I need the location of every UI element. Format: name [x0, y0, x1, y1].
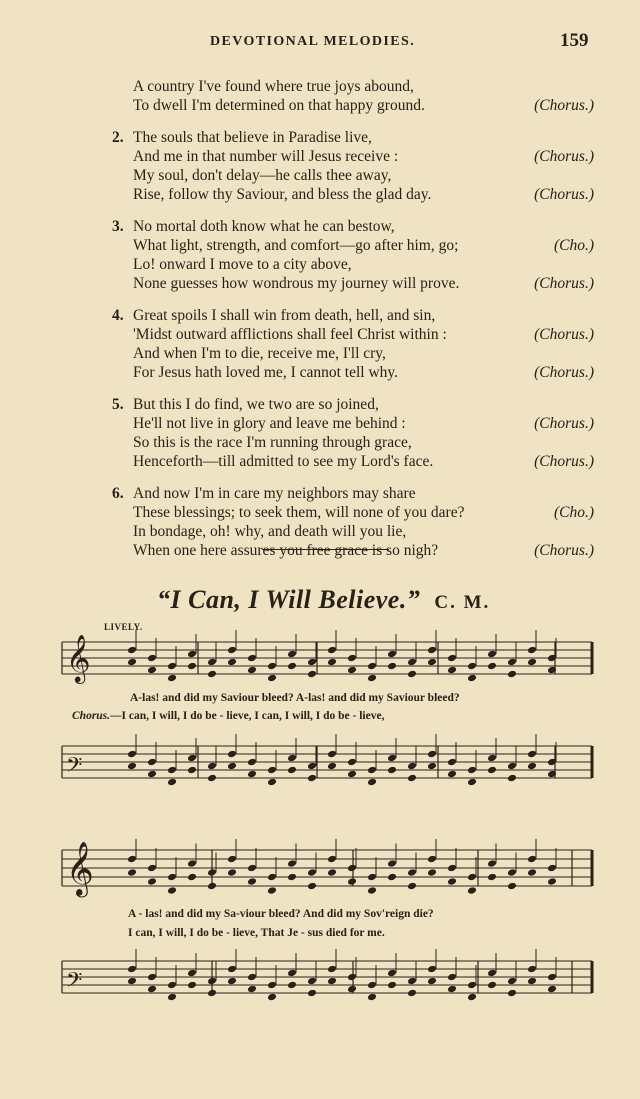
chorus-reference: (Cho.) [553, 237, 594, 254]
note-head [147, 666, 157, 675]
note-head [207, 868, 217, 877]
note-head [247, 666, 257, 675]
note-head [467, 993, 477, 1002]
note-head [327, 868, 337, 877]
note-head [347, 864, 357, 873]
note-head [507, 868, 517, 877]
note-head [487, 873, 497, 882]
note-head [327, 646, 337, 655]
note-head [467, 766, 477, 775]
note-head [147, 973, 157, 982]
note-head [327, 965, 337, 974]
stanza-line [0, 96, 640, 115]
note-head [527, 750, 537, 759]
note-head [367, 873, 377, 882]
note-head [447, 985, 457, 994]
stanza-line [0, 522, 640, 541]
note-head [527, 977, 537, 986]
note-head [527, 868, 537, 877]
note-head [507, 882, 517, 891]
stanza-line [0, 306, 640, 325]
chorus-reference: (Chorus.) [534, 326, 594, 343]
note-head [207, 762, 217, 771]
line-text: When one here assures you free grace is so nigh? [133, 542, 439, 559]
stanza [0, 217, 640, 293]
note-head [427, 855, 437, 864]
note-head [347, 770, 357, 779]
note-head [267, 778, 277, 787]
note-head [447, 877, 457, 886]
note-head [167, 886, 177, 895]
stanza-line [0, 433, 640, 452]
note-head [527, 965, 537, 974]
line-text: Great spoils I shall win from death, hell, and sin, [133, 307, 436, 324]
stanza-line [0, 325, 640, 344]
note-head [167, 674, 177, 683]
chorus-reference: (Chorus.) [534, 364, 594, 381]
note-head [547, 973, 557, 982]
note-head [447, 654, 457, 663]
stanza-line [0, 185, 640, 204]
note-head [147, 770, 157, 779]
note-head [447, 770, 457, 779]
line-text: Rise, follow thy Saviour, and bless the glad day. [133, 186, 432, 203]
note-head [407, 882, 417, 891]
note-head [227, 646, 237, 655]
hymn-stanzas [0, 77, 640, 573]
note-head [487, 969, 497, 978]
note-head [367, 662, 377, 671]
note-head [347, 666, 357, 675]
note-head [367, 981, 377, 990]
stanza-number: 6. [112, 485, 124, 502]
stanza [0, 306, 640, 382]
note-head [267, 873, 277, 882]
note-head [147, 864, 157, 873]
note-head [247, 877, 257, 886]
note-head [507, 977, 517, 986]
note-head [167, 766, 177, 775]
note-head [227, 750, 237, 759]
note-head [547, 864, 557, 873]
note-head [287, 754, 297, 763]
note-head [507, 670, 517, 679]
note-head [367, 766, 377, 775]
line-text: And when I'm to die, receive me, I'll cry, [133, 345, 386, 362]
stanza-number: 4. [112, 307, 124, 324]
stanza-number: 3. [112, 218, 124, 235]
system1-bass-staff [0, 728, 640, 798]
note-head [187, 969, 197, 978]
note-head [367, 886, 377, 895]
note-head [207, 774, 217, 783]
note-head [327, 750, 337, 759]
note-head [307, 762, 317, 771]
note-head [267, 981, 277, 990]
stanza [0, 77, 640, 115]
treble-clef-icon: 𝄞 [66, 842, 94, 896]
bass-clef-icon: 𝄢 [66, 753, 83, 783]
note-head [127, 977, 137, 986]
chorus-label: Chorus. [72, 710, 111, 722]
line-text: None guesses how wondrous my journey will prove. [133, 275, 460, 292]
line-text: Henceforth—till admitted to see my Lord's face. [133, 453, 434, 470]
treble-clef-icon: 𝄞 [66, 633, 91, 682]
chorus-reference: (Chorus.) [534, 453, 594, 470]
note-head [367, 993, 377, 1002]
stanza-line [0, 395, 640, 414]
note-head [167, 981, 177, 990]
system2-bass-staff [0, 945, 640, 1015]
note-head [547, 985, 557, 994]
bass-clef-icon: 𝄢 [66, 968, 83, 998]
stanza-line [0, 77, 640, 96]
note-head [387, 650, 397, 659]
note-head [187, 662, 197, 671]
line-text: Lo! onward I move to a city above, [133, 256, 352, 273]
note-head [467, 873, 477, 882]
stanza-line [0, 344, 640, 363]
note-head [387, 969, 397, 978]
note-head [187, 650, 197, 659]
note-head [327, 977, 337, 986]
line-text: 'Midst outward afflictions shall feel Christ within : [133, 326, 447, 343]
note-head [327, 855, 337, 864]
note-head [127, 658, 137, 667]
note-head [367, 778, 377, 787]
note-head [447, 973, 457, 982]
note-head [407, 658, 417, 667]
song-meter: C. M. [434, 592, 491, 613]
system1-treble-staff [0, 628, 640, 698]
note-head [307, 882, 317, 891]
chorus-reference: (Chorus.) [534, 415, 594, 432]
note-head [207, 989, 217, 998]
stanza [0, 395, 640, 471]
stanza-line [0, 452, 640, 471]
note-head [207, 670, 217, 679]
note-head [127, 868, 137, 877]
note-head [307, 977, 317, 986]
note-head [127, 762, 137, 771]
stanza-line [0, 166, 640, 185]
stanza-line [0, 363, 640, 382]
note-head [307, 868, 317, 877]
note-head [487, 981, 497, 990]
note-head [247, 973, 257, 982]
note-head [167, 993, 177, 1002]
note-head [347, 654, 357, 663]
stanza-number: 2. [112, 129, 124, 146]
running-head: DEVOTIONAL MELODIES. [210, 34, 416, 49]
system2-treble-staff [0, 830, 640, 910]
note-head [167, 873, 177, 882]
note-head [547, 877, 557, 886]
note-head [287, 766, 297, 775]
note-head [127, 750, 137, 759]
note-head [327, 762, 337, 771]
note-head [247, 758, 257, 767]
note-head [527, 762, 537, 771]
note-head [387, 873, 397, 882]
note-head [467, 886, 477, 895]
system2-verse-lyrics: A - las! and did my Sa-viour bleed? And did my Sov'reign die? [128, 908, 434, 920]
line-text: For Jesus hath loved me, I cannot tell why. [133, 364, 399, 381]
note-head [507, 774, 517, 783]
note-head [487, 754, 497, 763]
note-head [127, 646, 137, 655]
system1-verse-lyrics: A-las! and did my Saviour bleed? A-las! and did my Saviour bleed? [130, 692, 460, 704]
note-head [487, 766, 497, 775]
note-head [367, 674, 377, 683]
note-head [227, 965, 237, 974]
note-head [307, 989, 317, 998]
stanza-line [0, 541, 640, 560]
line-text: But this I do find, we two are so joined, [133, 396, 379, 413]
note-head [247, 770, 257, 779]
note-head [507, 658, 517, 667]
note-head [347, 973, 357, 982]
note-head [307, 774, 317, 783]
note-head [267, 993, 277, 1002]
page-number: 159 [560, 30, 589, 51]
system2-chorus-lyrics: I can, I will, I do be - lieve, That Je - sus died for me. [128, 927, 385, 939]
note-head [327, 658, 337, 667]
note-head [287, 981, 297, 990]
note-head [207, 882, 217, 891]
note-head [267, 766, 277, 775]
chorus-reference: (Chorus.) [534, 148, 594, 165]
note-head [467, 674, 477, 683]
stanza-line [0, 503, 640, 522]
note-head [147, 758, 157, 767]
note-head [247, 985, 257, 994]
note-head [527, 855, 537, 864]
chorus-reference: (Chorus.) [534, 186, 594, 203]
note-head [287, 969, 297, 978]
note-head [447, 666, 457, 675]
song-title-text: “I Can, I Will Believe.” [157, 585, 421, 614]
note-head [147, 654, 157, 663]
note-head [447, 758, 457, 767]
note-head [287, 859, 297, 868]
chorus-reference: (Chorus.) [534, 97, 594, 114]
note-head [307, 658, 317, 667]
line-text: He'll not live in glory and leave me behind : [133, 415, 406, 432]
note-head [187, 754, 197, 763]
note-head [167, 662, 177, 671]
chorus-reference: (Cho.) [553, 504, 594, 521]
line-text: So this is the race I'm running through grace, [133, 434, 412, 451]
note-head [127, 855, 137, 864]
note-head [227, 855, 237, 864]
note-head [127, 965, 137, 974]
note-head [267, 662, 277, 671]
note-head [407, 762, 417, 771]
tempo-marking: LIVELY. [104, 622, 143, 632]
note-head [187, 873, 197, 882]
note-head [267, 886, 277, 895]
note-head [427, 646, 437, 655]
note-head [427, 965, 437, 974]
note-head [387, 859, 397, 868]
line-text: And now I'm in care my neighbors may share [133, 485, 416, 502]
note-head [447, 864, 457, 873]
stanza-line [0, 414, 640, 433]
note-head [207, 658, 217, 667]
section-divider [262, 549, 389, 550]
note-head [467, 981, 477, 990]
stanza-line [0, 255, 640, 274]
system1-chorus-lyrics: —I can, I will, I do be - lieve, I can, I will, I do be - lieve, [110, 710, 385, 722]
note-head [427, 658, 437, 667]
stanza-line [0, 147, 640, 166]
line-text: The souls that believe in Paradise live, [133, 129, 372, 146]
note-head [187, 981, 197, 990]
note-head [147, 877, 157, 886]
line-text: To dwell I'm determined on that happy ground. [133, 97, 425, 114]
note-head [147, 985, 157, 994]
note-head [227, 658, 237, 667]
note-head [507, 762, 517, 771]
stanza-line [0, 274, 640, 293]
note-head [187, 766, 197, 775]
note-head [527, 658, 537, 667]
line-text: In bondage, oh! why, and death will you lie, [133, 523, 407, 540]
system1-chorus-line [72, 710, 384, 722]
stanza-line [0, 128, 640, 147]
line-text: And me in that number will Jesus receive : [133, 148, 399, 165]
stanza-line [0, 217, 640, 236]
note-head [247, 864, 257, 873]
line-text: A country I've found where true joys abound, [133, 78, 414, 95]
note-head [427, 977, 437, 986]
note-head [407, 977, 417, 986]
note-head [387, 754, 397, 763]
line-text: These blessings; to seek them, will none of you dare? [133, 504, 465, 521]
note-head [167, 778, 177, 787]
note-head [507, 989, 517, 998]
note-head [247, 654, 257, 663]
note-head [407, 670, 417, 679]
note-head [427, 868, 437, 877]
note-head [347, 758, 357, 767]
note-head [307, 670, 317, 679]
note-head [187, 859, 197, 868]
note-head [407, 774, 417, 783]
note-head [487, 662, 497, 671]
note-head [287, 662, 297, 671]
note-head [487, 650, 497, 659]
note-head [467, 778, 477, 787]
note-head [487, 859, 497, 868]
note-head [207, 977, 217, 986]
note-head [227, 762, 237, 771]
note-head [387, 766, 397, 775]
line-text: My soul, don't delay—he calls thee away, [133, 167, 392, 184]
stanza-number: 5. [112, 396, 124, 413]
note-head [407, 868, 417, 877]
note-head [347, 877, 357, 886]
note-head [427, 762, 437, 771]
line-text: What light, strength, and comfort—go after him, go; [133, 237, 459, 254]
song-title [157, 585, 490, 615]
stanza-line [0, 236, 640, 255]
chorus-reference: (Chorus.) [534, 542, 594, 559]
note-head [287, 873, 297, 882]
line-text: No mortal doth know what he can bestow, [133, 218, 395, 235]
note-head [287, 650, 297, 659]
note-head [467, 662, 477, 671]
note-head [407, 989, 417, 998]
note-head [427, 750, 437, 759]
note-head [387, 662, 397, 671]
note-head [267, 674, 277, 683]
note-head [227, 868, 237, 877]
note-head [527, 646, 537, 655]
note-head [227, 977, 237, 986]
stanza [0, 128, 640, 204]
note-head [347, 985, 357, 994]
chorus-reference: (Chorus.) [534, 275, 594, 292]
note-head [387, 981, 397, 990]
stanza-line [0, 484, 640, 503]
